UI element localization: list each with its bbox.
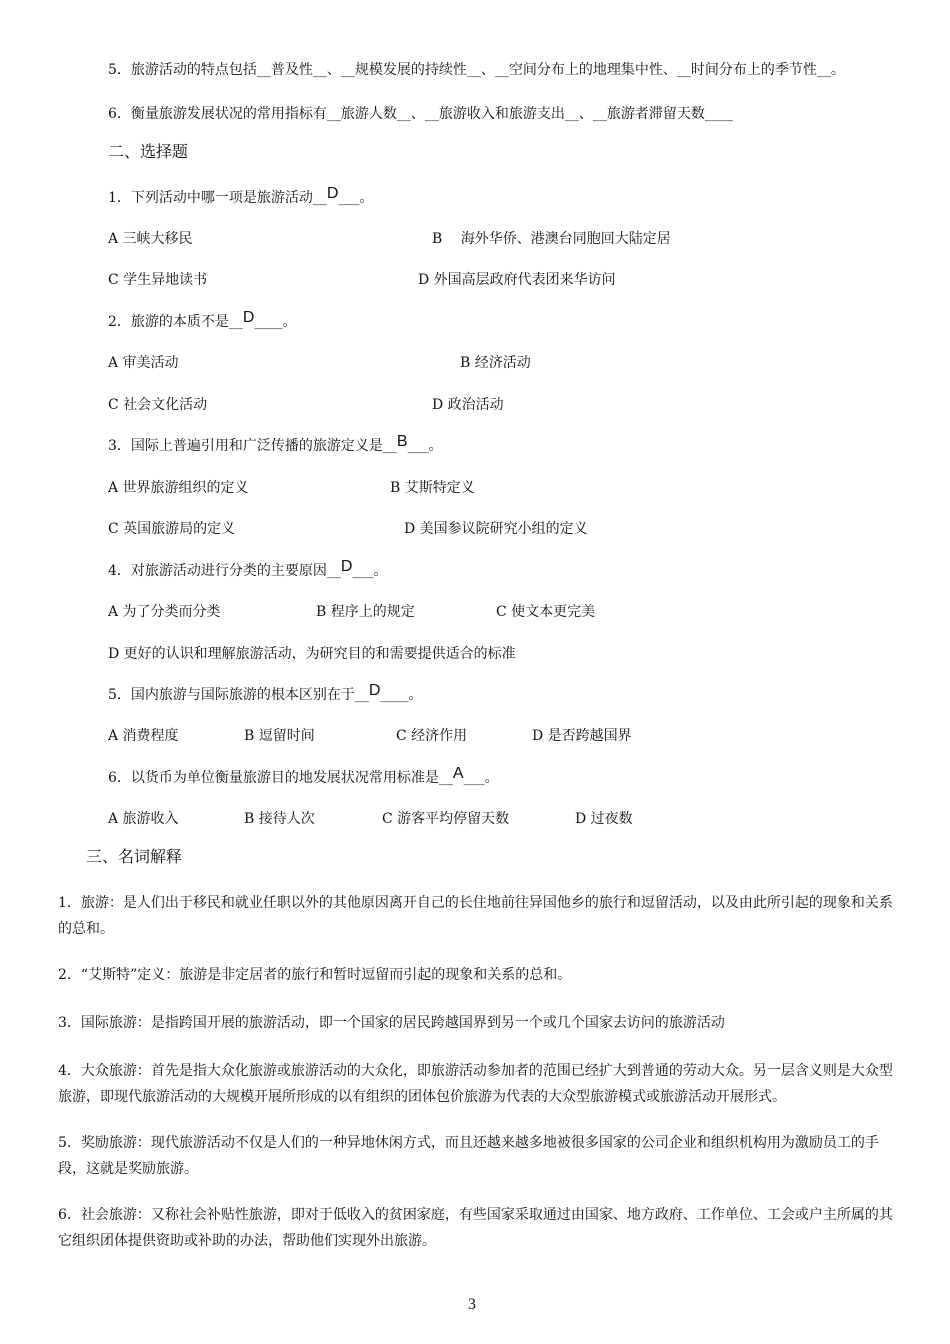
option-3c: C 英国旅游局的定义 xyxy=(108,521,236,537)
fill-question-6: 6．衡量旅游发展状况的常用指标有__旅游人数__、__旅游收入和旅游支出__、__旅游者滞留天数____ xyxy=(108,106,733,122)
option-6c: C 游客平均停留天数 xyxy=(382,811,510,827)
choice-question-1: 1．下列活动中哪一项是旅游活动__D___。 xyxy=(108,185,374,206)
term-3: 3．国际旅游：是指跨国开展的旅游活动，即一个国家的居民跨越国界到另一个或几个国家去访问的旅游活动 xyxy=(58,1015,725,1031)
option-2a: A 审美活动 xyxy=(108,355,179,371)
option-2d: D 政治活动 xyxy=(432,397,504,413)
option-6a: A 旅游收入 xyxy=(108,811,179,827)
term-4: 4．大众旅游：首先是指大众化旅游或旅游活动的大众化，即旅游活动参加者的范围已经扩大到普通的劳动大众。另一层含义则是大众型旅游，即现代旅游活动的大规模开展所形成的以有组织的团体包价旅游为代表的大众型旅游模式或旅游活动开展形式。 xyxy=(58,1063,893,1105)
page-number: 3 xyxy=(468,1296,476,1313)
option-6d: D 过夜数 xyxy=(575,811,633,827)
option-1b: B 海外华侨、港澳台同胞回大陆定居 xyxy=(432,231,671,247)
answer-6: A xyxy=(452,765,464,782)
option-4d: D 更好的认识和理解旅游活动，为研究目的和需要提供适合的标准 xyxy=(108,646,516,662)
fill-question-5: 5．旅游活动的特点包括__普及性__、__规模发展的持续性__、__空间分布上的地理集中性、__时间分布上的季节性__。 xyxy=(108,62,845,78)
choice-question-6: 6．以货币为单位衡量旅游目的地发展状况常用标准是__A___。 xyxy=(108,765,499,786)
option-1a: A 三峡大移民 xyxy=(108,231,193,247)
option-5d: D 是否跨越国界 xyxy=(532,728,632,744)
option-1c: C 学生异地读书 xyxy=(108,272,208,288)
choice-question-3: 3．国际上普遍引用和广泛传播的旅游定义是__B___。 xyxy=(108,433,443,454)
option-2c: C 社会文化活动 xyxy=(108,397,208,413)
option-4b: B 程序上的规定 xyxy=(316,604,415,620)
term-1: 1．旅游：是人们出于移民和就业任职以外的其他原因离开自己的长住地前往异国他乡的旅行和逗留活动，以及由此所引起的现象和关系的总和。 xyxy=(58,895,893,937)
option-6b: B 接待人次 xyxy=(244,811,315,827)
option-1d: D 外国高层政府代表团来华访问 xyxy=(418,272,616,288)
section-heading-terms: 三、名词解释 xyxy=(86,847,183,866)
answer-3: B xyxy=(396,433,408,450)
option-5c: C 经济作用 xyxy=(396,728,468,744)
choice-question-4: 4．对旅游活动进行分类的主要原因__D___。 xyxy=(108,558,388,579)
choice-question-5: 5．国内旅游与国际旅游的根本区别在于__D____。 xyxy=(108,682,423,703)
choice-question-2: 2．旅游的本质不是__D____。 xyxy=(108,309,297,330)
option-3b: B 艾斯特定义 xyxy=(390,480,475,496)
answer-5: D xyxy=(368,682,381,699)
answer-1: D xyxy=(326,185,339,202)
option-4a: A 为了分类而分类 xyxy=(108,604,221,620)
option-3d: D 美国参议院研究小组的定义 xyxy=(404,521,588,537)
option-2b: B 经济活动 xyxy=(460,355,531,371)
answer-4: D xyxy=(340,558,353,575)
section-heading-choice: 二、选择题 xyxy=(108,142,189,161)
option-3a: A 世界旅游组织的定义 xyxy=(108,480,249,496)
option-4c: C 使文本更完美 xyxy=(496,604,596,620)
answer-2: D xyxy=(242,309,255,326)
term-2: 2．“艾斯特”定义：旅游是非定居者的旅行和暂时逗留而引起的现象和关系的总和。 xyxy=(58,967,572,983)
term-6: 6．社会旅游：又称社会补贴性旅游，即对于低收入的贫困家庭，有些国家采取通过由国家、地方政府、工作单位、工会或户主所属的其它组织团体提供资助或补助的办法，帮助他们实现外出旅游。 xyxy=(58,1207,893,1249)
term-5: 5．奖励旅游：现代旅游活动不仅是人们的一种异地休闲方式，而且还越来越多地被很多国家的公司企业和组织机构用为激励员工的手段，这就是奖励旅游。 xyxy=(58,1135,879,1177)
option-5a: A 消费程度 xyxy=(108,728,179,744)
option-5b: B 逗留时间 xyxy=(244,728,315,744)
